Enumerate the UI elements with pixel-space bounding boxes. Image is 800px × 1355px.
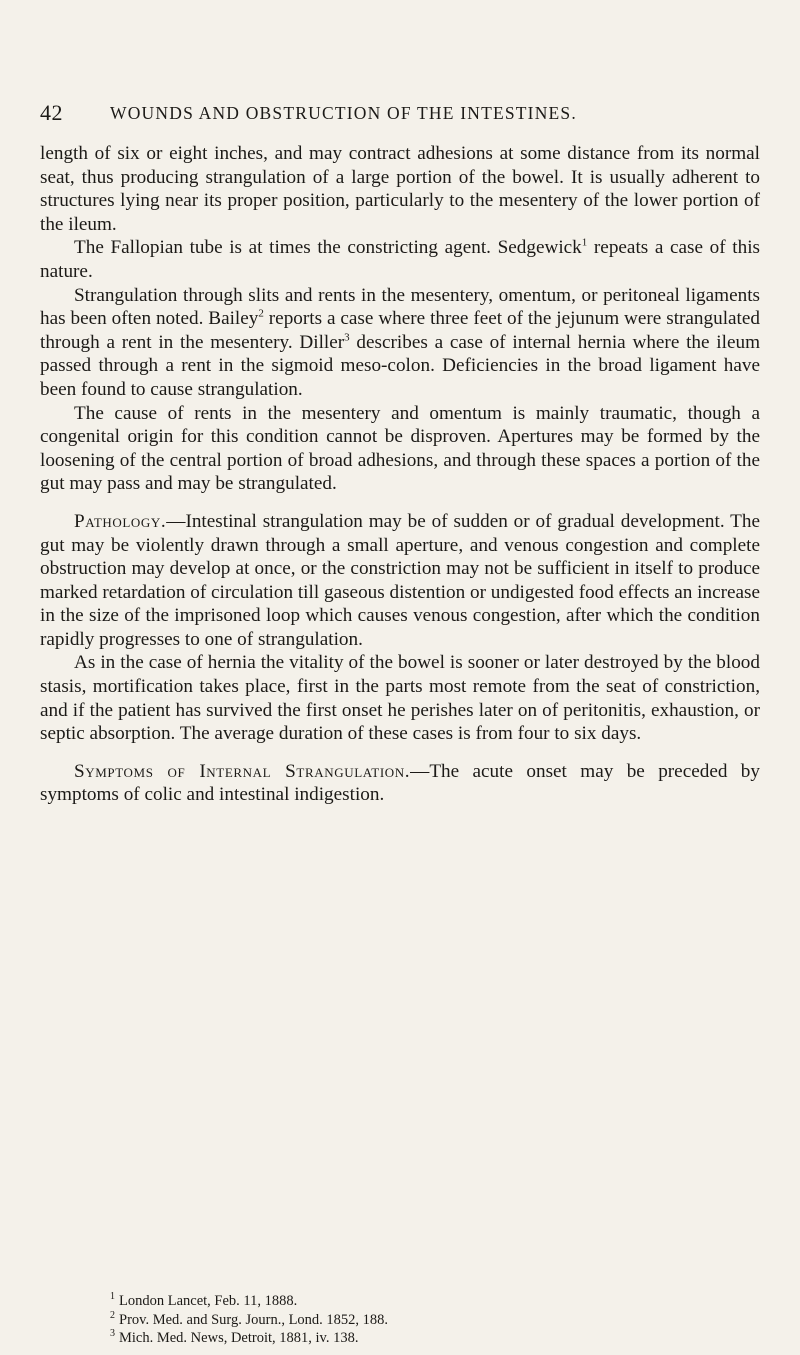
section-heading-pathology: Pathology.: [74, 510, 167, 532]
footnote-ref-2: 2: [258, 307, 264, 320]
paragraph-text: —The acute onset may be preceded by symptoms of colic and intestinal indigestion.: [40, 760, 760, 806]
footnote-1: [110, 1292, 750, 1311]
paragraph-strangulation-rents: [40, 284, 760, 402]
page-number: 42: [40, 100, 63, 125]
paragraph-pathology: [40, 510, 760, 652]
footnote-text: Prov. Med. and Surg. Journ., Lond. 1852, 188.: [119, 1311, 389, 1328]
paragraph-cause-of-rents: The cause of rents in the mesentery and omentum is mainly traumatic, though a congenital origin for this condition cannot be disproven. Apertures may be formed by the loosening of the central portion of broad adhesions, and through these spaces a portion of the gut may pass and may be strangulated.: [40, 402, 760, 495]
footnote-mark: 2: [110, 1309, 115, 1321]
paragraph-text: The Fallopian tube is at times the constricting agent. Sedgewick: [74, 237, 582, 259]
footnote-2: [110, 1311, 750, 1330]
paragraph-continued: length of six or eight inches, and may contract adhesions at some distance from its normal seat, thus producing strangulation of a large portion of the bowel. It is usually adherent to structures lying near its proper position, particularly to the mesentery of the lower portion of the ileum.: [40, 143, 760, 235]
footnote-ref-1: 1: [581, 236, 588, 249]
footnote-text: Mich. Med. News, Detroit, 1881, iv. 138.: [119, 1330, 359, 1346]
paragraph-vitality: As in the case of hernia the vitality of the bowel is sooner or later destroyed by the blood stasis, mortification takes place, first in the parts most remote from the seat of constriction, and if the patient has survived the first onset he perishes later on of peritonitis, exhaustion, or septic absorption. The average duration of these cases is from four to six days.: [40, 652, 760, 745]
paragraph-text: Strangulation through slits and rents in the mesentery, omentum, or peritoneal ligaments has been often noted. Bailey: [40, 284, 760, 330]
paragraph-fallopian-tube: [40, 236, 760, 283]
paragraph-text: —Intestinal strangulation may be of sudden or of gradual development. The gut may be violently drawn through a small aperture, and venous congestion and complete obstruction may develop at once, or the constriction may not be sufficient in itself to produce marked retardation of circulation till gaseous distention or undigested food effects an increase in the size of the imprisoned loop which causes venous congestion, after which the condition rapidly progresses to one of strangulation.: [40, 510, 760, 650]
footnote-mark: 3: [110, 1328, 115, 1340]
paragraph-text: repeats a case of this nature.: [40, 237, 760, 282]
footnotes: [110, 1292, 750, 1348]
body-text: [40, 142, 760, 807]
paragraph-symptoms: [40, 760, 760, 807]
footnote-text: London Lancet, Feb. 11, 1888.: [119, 1293, 298, 1309]
footnote-ref-3: 3: [344, 331, 350, 344]
section-heading-symptoms: Symptoms of Internal Strangulation.: [74, 760, 411, 782]
running-head: [40, 100, 760, 130]
running-title: WOUNDS AND OBSTRUCTION OF THE INTESTINES.: [110, 103, 577, 123]
footnote-mark: 1: [110, 1291, 115, 1303]
paragraph-text: reports a case where three feet of the jejunum were strangulated through a rent in the mesentery. Diller: [40, 308, 761, 353]
paragraph-text: describes a case of internal hernia where the ileum passed through a rent in the sigmoid meso-colon. Deficiencies in the broad ligament have been found to cause strangulation.: [40, 331, 760, 400]
footnote-3: [110, 1329, 750, 1348]
